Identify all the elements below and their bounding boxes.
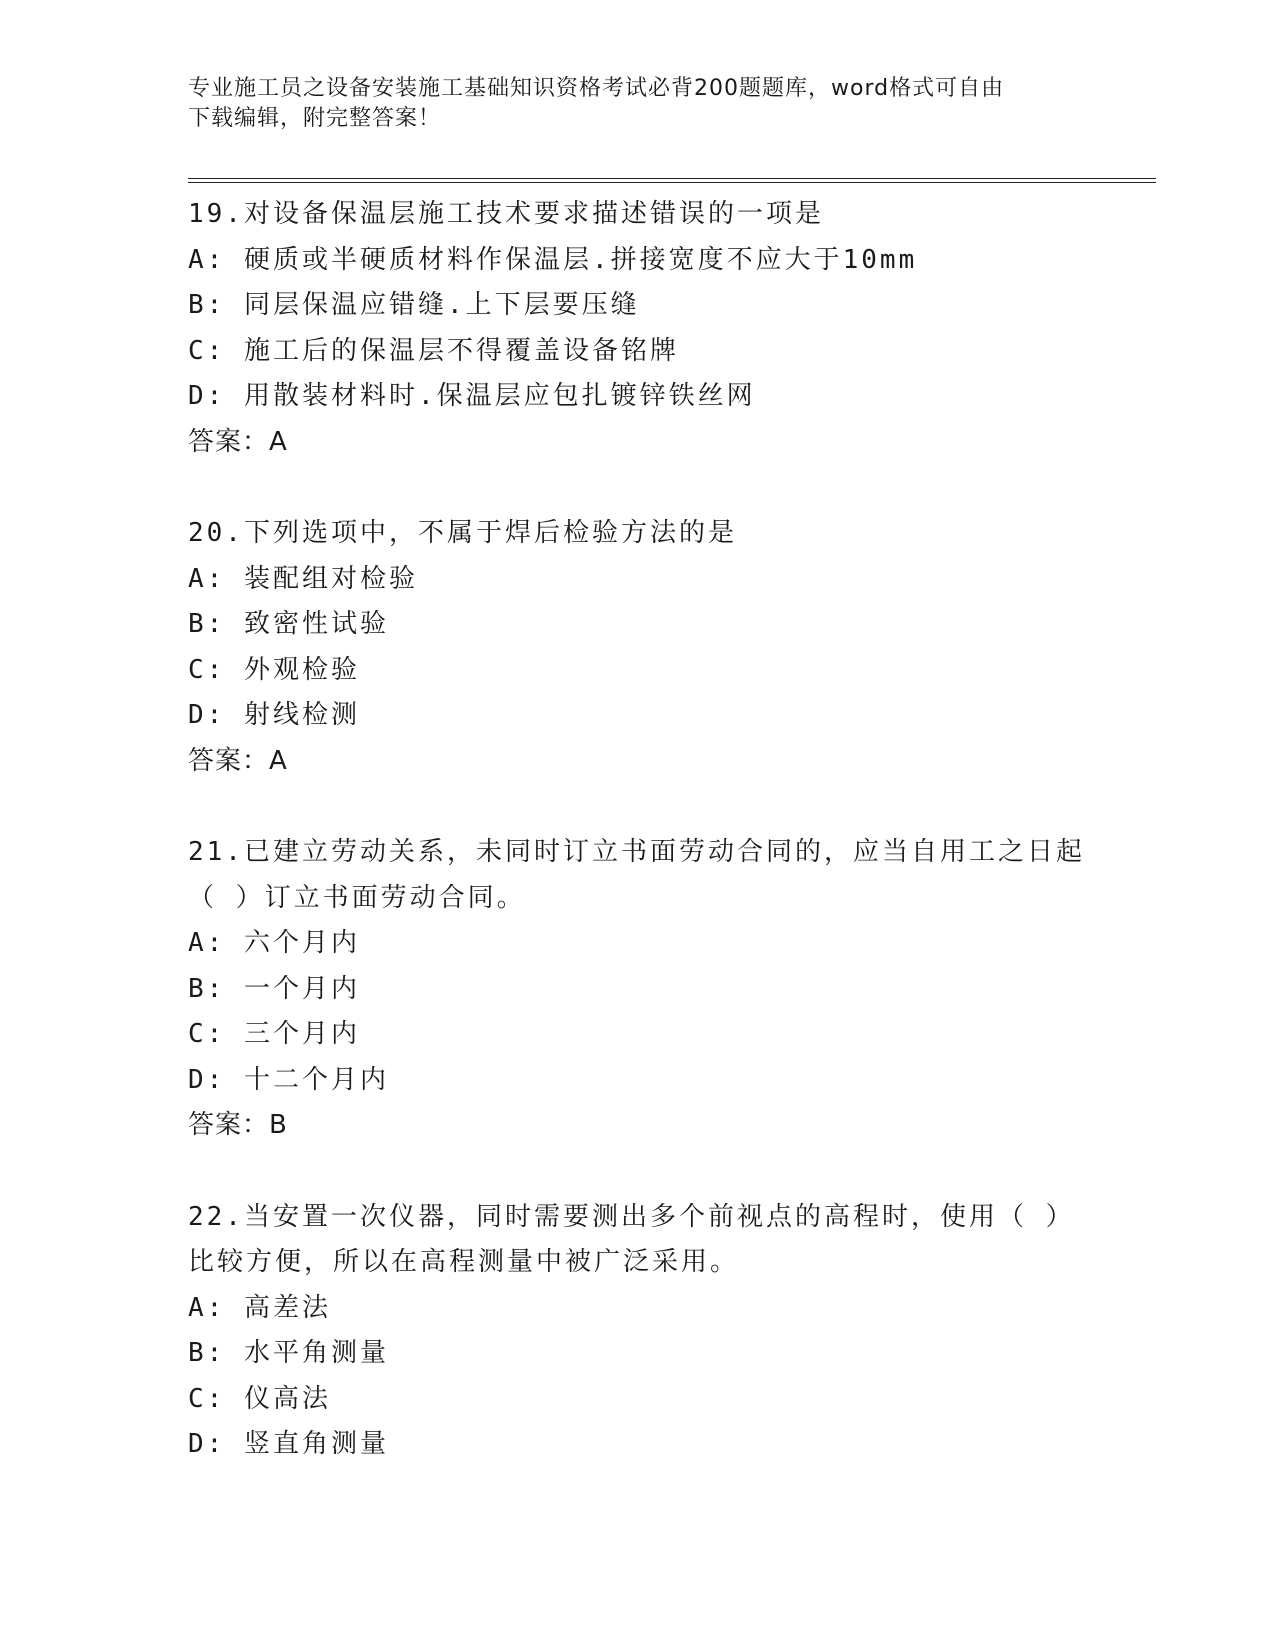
question-stem-continued: （ ）订立书面劳动合同。 [188, 882, 526, 913]
option-d: D: 射线检测 [188, 700, 360, 730]
option-b: B: 同层保温应错缝.上下层要压缝 [188, 290, 640, 320]
question-stem: 19.对设备保温层施工技术要求描述错误的一项是 [188, 199, 824, 229]
option-d: D: 竖直角测量 [188, 1429, 389, 1459]
question-22 [188, 1195, 1148, 1468]
option-d: D: 十二个月内 [188, 1064, 389, 1095]
header-divider-top [188, 178, 1156, 179]
header-divider-bottom [188, 182, 1156, 183]
question-20 [188, 511, 1148, 784]
header-line-1: 专业施工员之设备安装施工基础知识资格考试必背200题题库，word格式可自由 [188, 76, 1005, 101]
document-header [188, 74, 1088, 134]
option-c: C: 仪高法 [188, 1383, 331, 1414]
question-list [188, 192, 1148, 1514]
option-c: C: 三个月内 [188, 1019, 360, 1049]
question-stem: 20.下列选项中，不属于焊后检验方法的是 [188, 518, 737, 548]
option-c: C: 外观检验 [188, 654, 360, 685]
question-19 [188, 192, 1148, 465]
question-stem: 22.当安置一次仪器，同时需要测出多个前视点的高程时，使用（ ） [188, 1201, 1075, 1232]
option-c: C: 施工后的保温层不得覆盖设备铭牌 [188, 335, 679, 366]
option-d: D: 用散装材料时.保温层应包扎镀锌铁丝网 [188, 381, 756, 411]
question-21 [188, 830, 1148, 1149]
answer-line: 答案：A [188, 745, 288, 776]
option-a: A: 装配组对检验 [188, 563, 418, 594]
option-b: B: 致密性试验 [188, 609, 389, 639]
option-a: A: 硬质或半硬质材料作保温层.拼接宽度不应大于10mm [188, 244, 918, 275]
answer-line: 答案：A [188, 426, 288, 457]
answer-line: 答案：B [188, 1110, 288, 1140]
option-a: A: 六个月内 [188, 928, 360, 958]
option-a: A: 高差法 [188, 1292, 331, 1323]
option-b: B: 一个月内 [188, 973, 360, 1004]
option-b: B: 水平角测量 [188, 1338, 389, 1368]
question-stem: 21.已建立劳动关系，未同时订立书面劳动合同的，应当自用工之日起 [188, 837, 1085, 867]
question-stem-continued: 比较方便，所以在高程测量中被广泛采用。 [188, 1247, 740, 1277]
header-line-2: 下载编辑，附完整答案！ [188, 106, 442, 131]
